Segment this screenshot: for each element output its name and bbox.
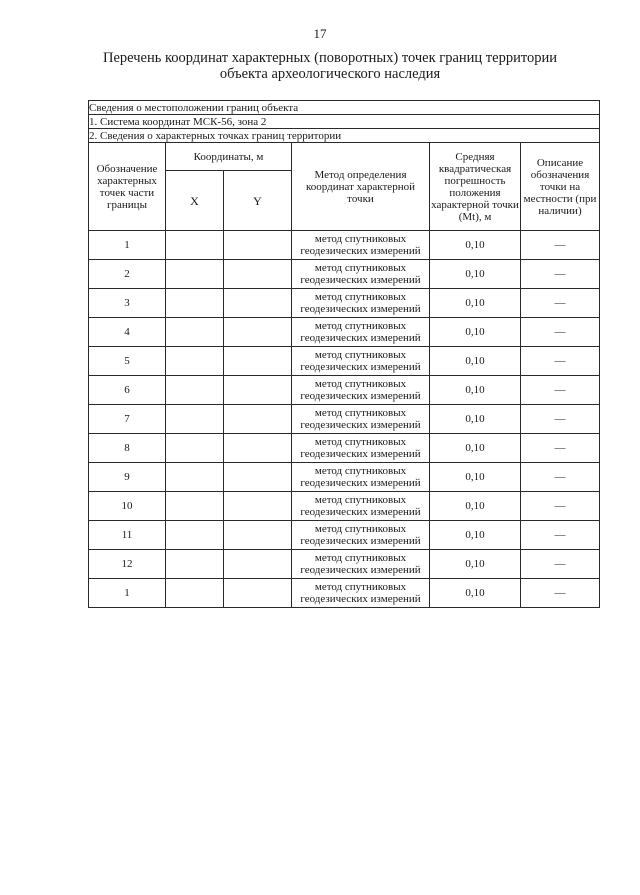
header-method: Метод определения координат характерной точки: [292, 143, 430, 231]
cell-point: 2: [89, 260, 166, 289]
coordinates-table: [88, 100, 600, 608]
cell-method: [292, 231, 430, 260]
cell-y: [224, 492, 292, 521]
method-line-1: метод спутниковых: [314, 320, 407, 332]
cell-accuracy: 0,10: [430, 521, 521, 550]
method-line-2: геодезических измерений: [300, 303, 421, 315]
cell-accuracy: 0,10: [430, 463, 521, 492]
cell-x: [166, 434, 224, 463]
cell-accuracy: 0,10: [430, 550, 521, 579]
header-x: X: [166, 171, 224, 231]
cell-method: [292, 289, 430, 318]
table-row: [89, 347, 600, 376]
method-line-1: метод спутниковых: [314, 378, 407, 390]
method-line-1: метод спутниковых: [314, 581, 407, 593]
table-row: [89, 289, 600, 318]
cell-point: 12: [89, 550, 166, 579]
method-line-1: метод спутниковых: [314, 407, 407, 419]
cell-description: —: [521, 318, 600, 347]
cell-y: [224, 231, 292, 260]
cell-description: —: [521, 434, 600, 463]
cell-method: [292, 405, 430, 434]
method-line-1: метод спутниковых: [314, 262, 407, 274]
table-row: [89, 260, 600, 289]
cell-y: [224, 318, 292, 347]
cell-x: [166, 260, 224, 289]
cell-x: [166, 521, 224, 550]
table-row: [89, 231, 600, 260]
cell-description: —: [521, 579, 600, 608]
method-line-2: геодезических измерений: [300, 506, 421, 518]
method-line-2: геодезических измерений: [300, 245, 421, 257]
cell-y: [224, 550, 292, 579]
header-description: Описание обозначения точки на местности (при наличии): [521, 143, 600, 231]
method-line-1: метод спутниковых: [314, 465, 407, 477]
cell-description: —: [521, 521, 600, 550]
cell-x: [166, 347, 224, 376]
table-row: [89, 521, 600, 550]
table-row: [89, 550, 600, 579]
cell-y: [224, 521, 292, 550]
cell-y: [224, 347, 292, 376]
method-line-2: геодезических измерений: [300, 274, 421, 286]
method-line-2: геодезических измерений: [300, 564, 421, 576]
cell-method: [292, 550, 430, 579]
cell-point: 10: [89, 492, 166, 521]
cell-x: [166, 231, 224, 260]
header-point-designation: Обозначение характерных точек части границы: [89, 143, 166, 231]
table-row: [89, 492, 600, 521]
cell-method: [292, 521, 430, 550]
cell-accuracy: 0,10: [430, 405, 521, 434]
method-line-2: геодезических измерений: [300, 361, 421, 373]
cell-point: 9: [89, 463, 166, 492]
cell-accuracy: 0,10: [430, 579, 521, 608]
cell-y: [224, 579, 292, 608]
cell-y: [224, 434, 292, 463]
table-row: [89, 318, 600, 347]
info-row-text: 1. Система координат МСК-56, зона 2: [89, 115, 600, 129]
cell-description: —: [521, 289, 600, 318]
cell-x: [166, 405, 224, 434]
cell-accuracy: 0,10: [430, 231, 521, 260]
cell-y: [224, 463, 292, 492]
info-row: [89, 101, 600, 115]
cell-accuracy: 0,10: [430, 492, 521, 521]
cell-y: [224, 260, 292, 289]
cell-method: [292, 492, 430, 521]
info-row-text: Сведения о местоположении границ объекта: [89, 101, 600, 115]
method-line-2: геодезических измерений: [300, 593, 421, 605]
cell-x: [166, 463, 224, 492]
cell-description: —: [521, 260, 600, 289]
cell-point: 3: [89, 289, 166, 318]
info-row: [89, 129, 600, 143]
cell-x: [166, 376, 224, 405]
header-accuracy: Средняя квадратическая погрешность положения характерной точки (Mt), м: [430, 143, 521, 231]
cell-y: [224, 376, 292, 405]
method-line-2: геодезических измерений: [300, 332, 421, 344]
method-line-1: метод спутниковых: [314, 436, 407, 448]
cell-point: 4: [89, 318, 166, 347]
cell-description: —: [521, 463, 600, 492]
header-row: [89, 143, 600, 171]
method-line-1: метод спутниковых: [314, 233, 407, 245]
cell-description: —: [521, 550, 600, 579]
cell-x: [166, 318, 224, 347]
table-row: [89, 405, 600, 434]
table-row: [89, 376, 600, 405]
cell-method: [292, 318, 430, 347]
method-line-2: геодезических измерений: [300, 390, 421, 402]
table-row: [89, 463, 600, 492]
cell-y: [224, 405, 292, 434]
cell-description: —: [521, 376, 600, 405]
method-line-2: геодезических измерений: [300, 448, 421, 460]
cell-accuracy: 0,10: [430, 318, 521, 347]
cell-point: 11: [89, 521, 166, 550]
cell-accuracy: 0,10: [430, 289, 521, 318]
header-y: Y: [224, 171, 292, 231]
cell-description: —: [521, 231, 600, 260]
method-line-1: метод спутниковых: [314, 523, 407, 535]
header-coordinates: Координаты, м: [166, 143, 292, 171]
cell-point: 5: [89, 347, 166, 376]
info-row-text: 2. Сведения о характерных точках границ территории: [89, 129, 600, 143]
cell-point: 8: [89, 434, 166, 463]
cell-y: [224, 289, 292, 318]
cell-method: [292, 260, 430, 289]
cell-point: 6: [89, 376, 166, 405]
cell-point: 1: [89, 231, 166, 260]
title-line-1: Перечень координат характерных (поворотных) точек границ территории: [102, 50, 558, 66]
cell-accuracy: 0,10: [430, 260, 521, 289]
page-number: 17: [313, 26, 327, 41]
cell-method: [292, 347, 430, 376]
method-line-1: метод спутниковых: [314, 494, 407, 506]
cell-x: [166, 289, 224, 318]
method-line-1: метод спутниковых: [314, 291, 407, 303]
cell-x: [166, 550, 224, 579]
method-line-1: метод спутниковых: [314, 349, 407, 361]
cell-description: —: [521, 405, 600, 434]
cell-description: —: [521, 492, 600, 521]
cell-x: [166, 579, 224, 608]
table-row: [89, 579, 600, 608]
cell-method: [292, 579, 430, 608]
cell-accuracy: 0,10: [430, 376, 521, 405]
cell-description: —: [521, 347, 600, 376]
method-line-1: метод спутниковых: [314, 552, 407, 564]
cell-accuracy: 0,10: [430, 347, 521, 376]
cell-method: [292, 463, 430, 492]
cell-point: 7: [89, 405, 166, 434]
method-line-2: геодезических измерений: [300, 535, 421, 547]
cell-method: [292, 376, 430, 405]
info-row: [89, 115, 600, 129]
method-line-2: геодезических измерений: [300, 419, 421, 431]
table-row: [89, 434, 600, 463]
cell-x: [166, 492, 224, 521]
cell-method: [292, 434, 430, 463]
document-title: [70, 50, 590, 82]
cell-point: 1: [89, 579, 166, 608]
method-line-2: геодезических измерений: [300, 477, 421, 489]
cell-accuracy: 0,10: [430, 434, 521, 463]
title-line-2: объекта археологического наследия: [219, 66, 441, 82]
